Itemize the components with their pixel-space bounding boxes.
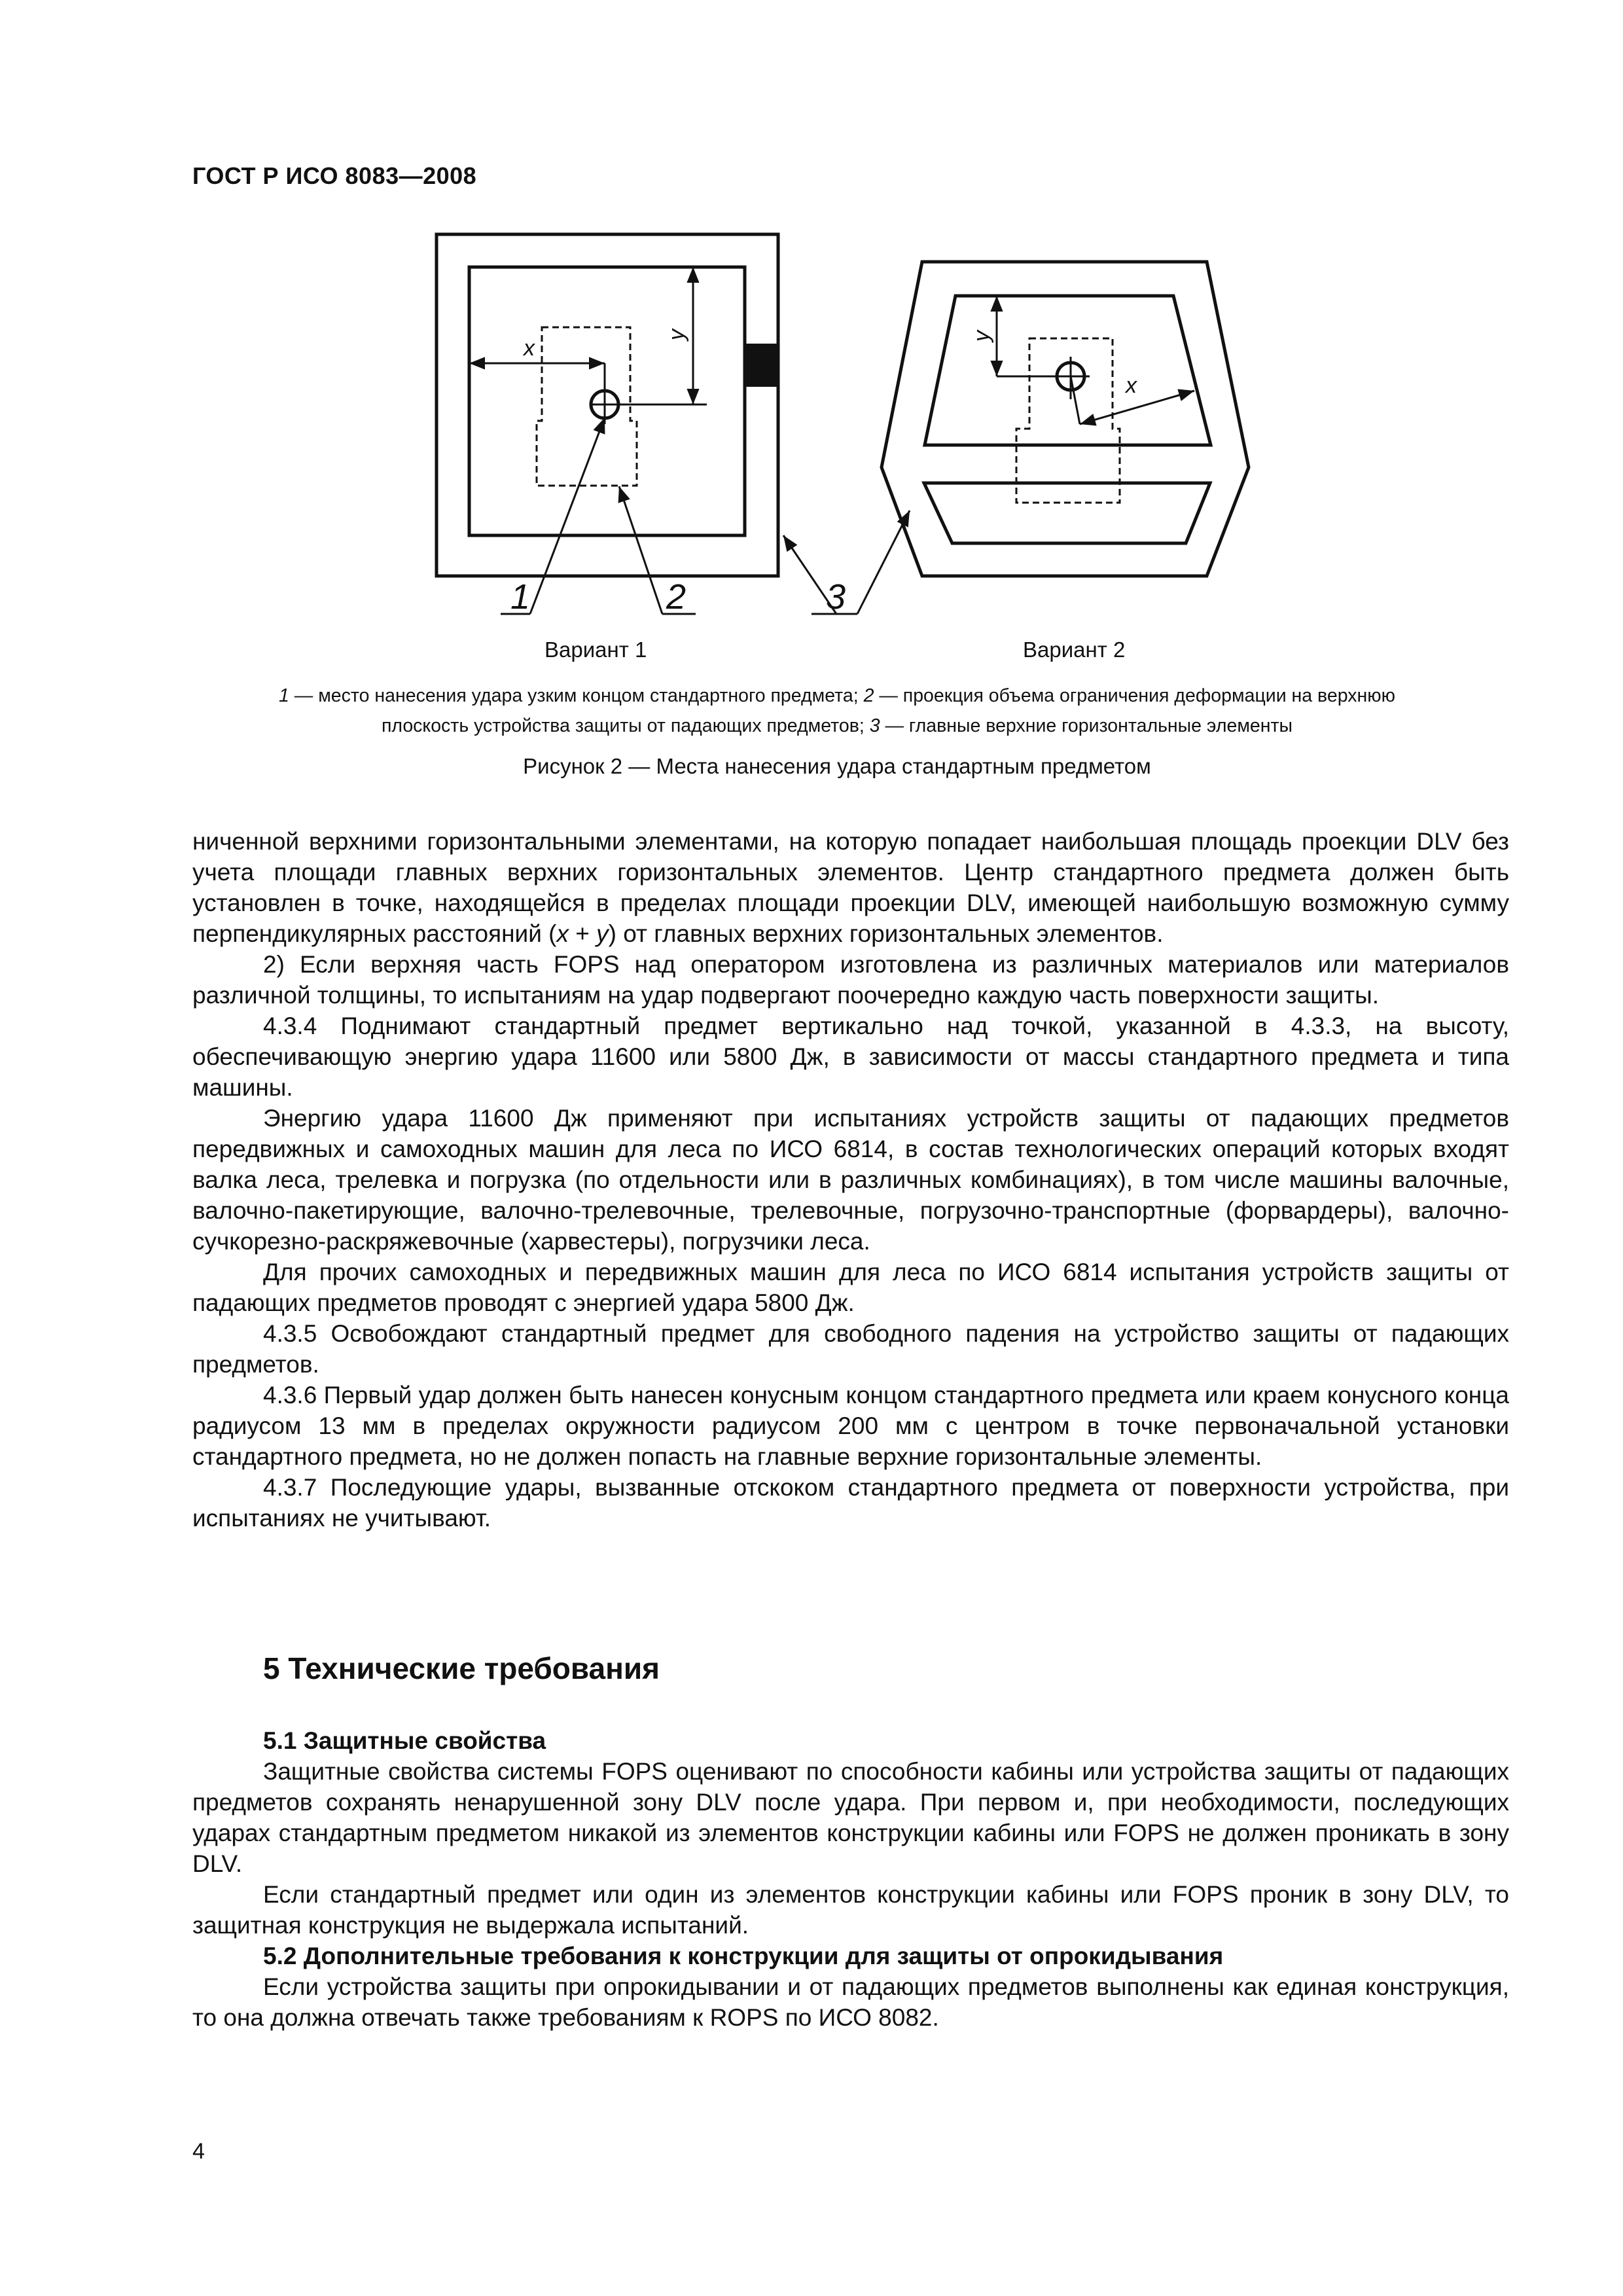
label-y-variant-1: y — [664, 329, 689, 340]
variant-2-drawing — [783, 262, 1249, 614]
variant-2-label: Вариант 2 — [1023, 637, 1126, 662]
paragraph-4-3-4: 4.3.4 Поднимают стандартный предмет вертикально над точкой, указанной в 4.3.3, на высоту, обеспечивающую энергию удара 11600 или 5800 Дж, в зависимости от массы стандартного предмета и типа машины. — [192, 1013, 1509, 1101]
label-x-variant-1: x — [524, 336, 535, 361]
label-3: 3 — [826, 577, 846, 617]
paragraph-4-3-7: 4.3.7 Последующие удары, вызванные отскоком стандартного предмета от поверхности устройства, при испытаниях не учитывают. — [192, 1474, 1509, 1532]
label-1: 1 — [510, 577, 531, 617]
figure-caption: Рисунок 2 — Места нанесения удара стандартным предметом — [523, 754, 1151, 778]
variant-1-label: Вариант 1 — [544, 637, 647, 662]
label-x-variant-2: x — [1126, 373, 1137, 398]
paragraph-4-3-5: 4.3.5 Освобождают стандартный предмет для свободного падения на устройство защиты от падающих предметов. — [192, 1320, 1509, 1378]
legend-line-1: 1 — место нанесения удара узким концом стандартного предмета; 2 — проекция объема ограничения деформации на верхнюю — [279, 685, 1395, 706]
paragraph-energy-5800: Для прочих самоходных и передвижных машин для леса по ИСО 6814 испытания устройств защиты от падающих предметов проводят с энергией удара 5800 Дж. — [192, 1259, 1509, 1316]
document-header: ГОСТ Р ИСО 8083—2008 — [192, 162, 477, 189]
label-y-variant-2: y — [969, 331, 994, 342]
outer-hexagon — [882, 262, 1249, 576]
section-5-body — [192, 1725, 1509, 2033]
body-text — [192, 826, 1509, 1534]
leader-2 — [619, 486, 662, 614]
subsection-5-1-title: 5.1 Защитные свойства — [263, 1727, 546, 1754]
paragraph-5-1-a: Защитные свойства системы FOPS оценивают по способности кабины или устройства защиты от падающих предметов сохранять ненарушенной зону DLV после удара. При первом и, при необходимости, последующих ударах стандартным предметом никакой из элементов конструкции кабины или FOPS не должен проникать в зону DLV. — [192, 1758, 1509, 1877]
paragraph-5-1-b: Если стандартный предмет или один из элементов конструкции кабины или FOPS проник в зону DLV, то защитная конструкция не выдержала испытаний. — [192, 1881, 1509, 1939]
page-number: 4 — [192, 2139, 205, 2164]
leader-1 — [530, 418, 605, 614]
dimension-x — [1080, 391, 1194, 424]
lower-trapezoid — [924, 483, 1210, 543]
paragraph-continuation: ниченной верхними горизонтальными элементами, на которую попадает наибольшая площадь проекции DLV без учета площади главных верхних горизонтальных элементов. Центр стандартного предмета должен быть установлен в точке, находящейся в пределах площади проекции DLV, имеющей наибольшую возможную сумму перпендикулярных расстояний (x + y) от главных верхних горизонтальных элементов. — [192, 828, 1509, 947]
figure-2-diagram — [0, 0, 1623, 720]
upper-trapezoid — [925, 296, 1211, 445]
leader-3b — [857, 511, 910, 614]
section-5-title: 5 Технические требования — [263, 1651, 660, 1685]
variant-1-drawing — [437, 234, 778, 614]
figure-legend — [192, 681, 1482, 741]
inner-frame — [469, 267, 745, 535]
paragraph-2: 2) Если верхняя часть FOPS над оператором изготовлена из различных материалов или материалов различной толщины, то испытаниям на удар подвергают поочередно каждую часть поверхности защиты. — [192, 951, 1509, 1009]
paragraph-energy-11600: Энергию удара 11600 Дж применяют при испытаниях устройств защиты от падающих предметов передвижных и самоходных машин для леса по ИСО 6814, в состав технологических операций которых входят валка леса, трелевка и погрузка (по отдельности или в различных комбинациях), в том числе машины валочные, валочно-пакетирующие, валочно-трелевочные, трелевочные, погрузочно-транспортные (форвардеры), валочно-сучкорезно-раскряжевочные (харвестеры), погрузчики леса. — [192, 1105, 1509, 1255]
paragraph-5-2: Если устройства защиты при опрокидывании и от падающих предметов выполнены как единая конструкция, то она должна отвечать также требованиям к ROPS по ИСО 8082. — [192, 1973, 1509, 2031]
dlv-projection — [537, 327, 637, 486]
legend-line-2: плоскость устройства защиты от падающих предметов; 3 — главные верхние горизонтальные элементы — [381, 715, 1293, 736]
label-2: 2 — [666, 577, 687, 617]
subsection-5-2-title: 5.2 Дополнительные требования к конструкции для защиты от опрокидывания — [263, 1943, 1224, 1969]
paragraph-4-3-6: 4.3.6 Первый удар должен быть нанесен конусным концом стандартного предмета или краем конусного конца радиусом 13 мм в пределах окружности радиусом 200 мм с центром в точке первоначальной установки стандартного предмета, но не должен попасть на главные верхние горизонтальные элементы. — [192, 1382, 1509, 1470]
frame-member — [745, 344, 778, 387]
